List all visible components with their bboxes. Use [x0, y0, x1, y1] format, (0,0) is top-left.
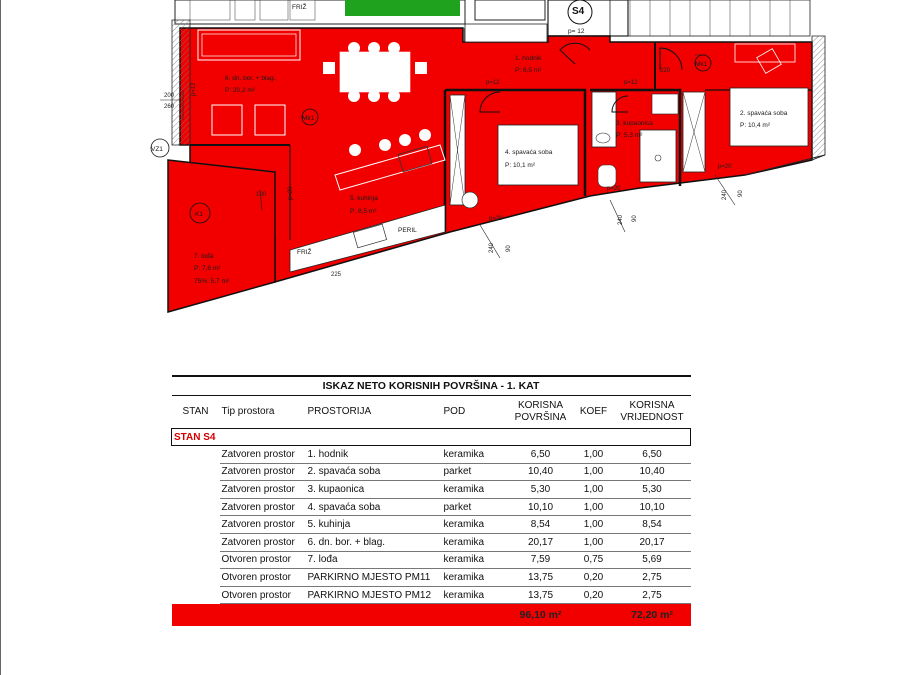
cell-tip: Zatvoren prostor — [220, 481, 306, 499]
table-row — [172, 551, 691, 569]
total-povrsina: 96,10 m² — [508, 604, 574, 627]
cell-vrijednost: 2,75 — [614, 569, 691, 587]
cell-koef: 0,75 — [574, 551, 614, 569]
table-row — [172, 569, 691, 587]
cell-prostorija: 6. dn. bor. + blag. — [306, 533, 442, 551]
green-area — [345, 0, 460, 16]
cell-povrsina: 10,10 — [508, 498, 574, 516]
dim-p20-c: p=20 — [718, 164, 732, 170]
cell-stan — [172, 586, 220, 604]
col-korisna-1: KORISNA — [517, 400, 563, 411]
table-row — [172, 533, 691, 551]
col-korisna-vrijednost — [614, 396, 691, 429]
cell-tip: Otvoren prostor — [220, 586, 306, 604]
dim-200: 200 — [164, 93, 175, 99]
table-row — [172, 586, 691, 604]
room2-name: 2. spavaća soba — [740, 110, 788, 117]
dim-240-a: 240 — [489, 242, 495, 253]
cell-stan — [172, 533, 220, 551]
total-spacer — [172, 604, 508, 627]
cell-povrsina: 13,75 — [508, 569, 574, 587]
cell-pod: keramika — [442, 516, 508, 534]
dim-240-c: 240 — [722, 189, 728, 200]
cell-povrsina: 13,75 — [508, 586, 574, 604]
table-row — [172, 481, 691, 499]
cell-povrsina: 6,50 — [508, 446, 574, 464]
mk1-right-label: Mk1 — [695, 61, 708, 68]
cell-vrijednost: 10,40 — [614, 463, 691, 481]
unit-label: S4 — [572, 6, 585, 17]
cell-vrijednost: 10,10 — [614, 498, 691, 516]
cell-vrijednost: 6,50 — [614, 446, 691, 464]
cell-koef: 1,00 — [574, 516, 614, 534]
col-vrij-1: KORISNA — [629, 400, 675, 411]
stan-label: STAN S4 — [172, 429, 691, 446]
cell-stan — [172, 516, 220, 534]
cell-pod: keramika — [442, 481, 508, 499]
cell-tip: Zatvoren prostor — [220, 516, 306, 534]
stair-code: E52-90-C — [565, 36, 593, 43]
table-title: ISKAZ NETO KORISNIH POVRŠINA - 1. KAT — [172, 376, 691, 396]
cell-povrsina: 5,30 — [508, 481, 574, 499]
dim-p20-a: p=20 — [489, 216, 503, 222]
cell-vrijednost: 20,17 — [614, 533, 691, 551]
cell-tip: Otvoren prostor — [220, 569, 306, 587]
fridge-label: FRIŽ — [297, 249, 312, 256]
room4-area: P: 10,1 m² — [505, 162, 535, 169]
cell-tip: Zatvoren prostor — [220, 533, 306, 551]
cell-povrsina: 7,59 — [508, 551, 574, 569]
cell-koef: 0,20 — [574, 569, 614, 587]
cell-prostorija: 1. hodnik — [306, 446, 442, 464]
dim-p12-c: p=12 — [191, 82, 197, 96]
stan-row — [172, 429, 691, 446]
cell-prostorija: 5. kuhinja — [306, 516, 442, 534]
cell-stan — [172, 551, 220, 569]
cell-stan — [172, 463, 220, 481]
cell-stan — [172, 498, 220, 516]
cell-koef: 1,00 — [574, 481, 614, 499]
col-tip: Tip prostora — [220, 396, 306, 429]
cell-stan — [172, 481, 220, 499]
cell-tip: Zatvoren prostor — [220, 463, 306, 481]
cell-stan — [172, 569, 220, 587]
room3-name: 3. kupaonica — [616, 120, 653, 127]
cell-prostorija: 3. kupaonica — [306, 481, 442, 499]
table-row — [172, 446, 691, 464]
k1-label: K1 — [195, 211, 203, 218]
cell-tip: Zatvoren prostor — [220, 446, 306, 464]
area-table — [171, 375, 690, 626]
dim-90-a: 90 — [506, 245, 512, 252]
cell-prostorija: 2. spavaća soba — [306, 463, 442, 481]
room3-area: P: 5,3 m² — [616, 132, 643, 139]
total-koef-spacer — [574, 604, 614, 627]
col-pod: POD — [442, 396, 508, 429]
cell-vrijednost: 2,75 — [614, 586, 691, 604]
cell-pod: keramika — [442, 586, 508, 604]
cell-povrsina: 20,17 — [508, 533, 574, 551]
room5-area: P: 8,5 m² — [350, 208, 377, 215]
cell-pod: keramika — [442, 551, 508, 569]
cell-stan — [172, 446, 220, 464]
loggia — [168, 160, 275, 312]
cell-koef: 1,00 — [574, 533, 614, 551]
cell-pod: keramika — [442, 569, 508, 587]
total-vrijednost: 72,20 m² — [614, 604, 691, 627]
table-header — [172, 396, 691, 429]
cell-vrijednost: 8,54 — [614, 516, 691, 534]
cell-tip: Zatvoren prostor — [220, 498, 306, 516]
unit-sub: p= 12 — [568, 28, 585, 35]
col-prostorija: PROSTORIJA — [306, 396, 442, 429]
col-korisna-2: POVRŠINA — [514, 412, 567, 423]
col-stan: STAN — [172, 396, 220, 429]
mk1-left-label: Mk1 — [302, 115, 315, 122]
dim-p20-b: p=20 — [607, 186, 621, 192]
cell-povrsina: 10,40 — [508, 463, 574, 481]
table-row — [172, 516, 691, 534]
cell-koef: 1,00 — [574, 463, 614, 481]
room5-name: 5. kuhinja — [350, 195, 378, 202]
washer-label: PERIL — [398, 227, 417, 234]
room6-name: 6. dn. bor. + blag. — [225, 75, 276, 82]
dining-table — [340, 52, 410, 92]
cell-povrsina: 8,54 — [508, 516, 574, 534]
cell-koef: 1,00 — [574, 446, 614, 464]
vz1-label: VZ1 — [151, 146, 163, 153]
total-row — [172, 604, 691, 627]
room2-area: P: 10,4 m² — [740, 122, 770, 129]
cell-prostorija: 4. spavaća soba — [306, 498, 442, 516]
table-row — [172, 463, 691, 481]
col-vrij-2: VRIJEDNOST — [620, 412, 684, 423]
cell-vrijednost: 5,30 — [614, 481, 691, 499]
dim-225: 225 — [331, 272, 342, 278]
cell-pod: keramika — [442, 533, 508, 551]
dim-100: 100 — [256, 192, 267, 198]
room7-name: 7. lođa — [194, 253, 214, 260]
dim-p12-a: p=12 — [486, 80, 500, 86]
cell-pod: parket — [442, 498, 508, 516]
bed-room2 — [730, 88, 808, 146]
room6-area: P: 20,2 m² — [225, 87, 255, 94]
cell-prostorija: PARKIRNO MJESTO PM12 — [306, 586, 442, 604]
room1-area: P: 6,5 m² — [515, 67, 542, 74]
cell-koef: 0,20 — [574, 586, 614, 604]
cell-koef: 1,00 — [574, 498, 614, 516]
room7-area-net: 75%: 5,7 m² — [194, 278, 230, 285]
table-row — [172, 498, 691, 516]
cell-vrijednost: 5,69 — [614, 551, 691, 569]
dim-240-b: 240 — [618, 214, 624, 225]
dim-220: 220 — [660, 68, 671, 74]
dim-90-c: 90 — [738, 190, 744, 197]
dim-p20-d: p=20 — [288, 186, 294, 200]
cell-tip: Otvoren prostor — [220, 551, 306, 569]
col-korisna-povrsina — [508, 396, 574, 429]
room4-name: 4. spavaća soba — [505, 149, 553, 156]
cell-pod: parket — [442, 463, 508, 481]
fridge-top-label: FRIŽ — [292, 4, 307, 11]
cell-prostorija: 7. lođa — [306, 551, 442, 569]
dim-260: 260 — [164, 104, 175, 110]
room1-name: 1. hodnik — [515, 55, 542, 62]
dim-90-b: 90 — [632, 215, 638, 222]
room7-area: P: 7,6 m² — [194, 265, 221, 272]
dim-p12-b: p=12 — [624, 80, 638, 86]
col-koef: KOEF — [574, 396, 614, 429]
cell-pod: keramika — [442, 446, 508, 464]
cell-prostorija: PARKIRNO MJESTO PM11 — [306, 569, 442, 587]
